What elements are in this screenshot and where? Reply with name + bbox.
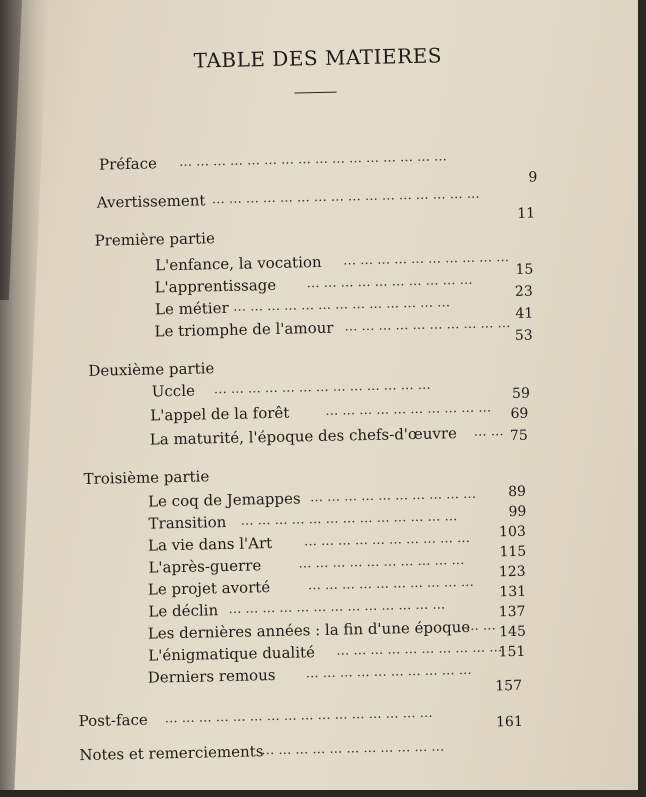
dot-leader: ………………………… — [344, 315, 515, 335]
entry-page: 59 — [511, 385, 531, 402]
dot-leader: ………………………………………… — [164, 705, 437, 727]
entry-page: 99 — [508, 503, 527, 521]
entry-page: 89 — [507, 483, 527, 501]
entry-page: 161 — [495, 713, 523, 731]
entry-page: 157 — [495, 677, 523, 695]
dot-leader: …… — [473, 424, 508, 440]
dot-leader: ………………………… — [298, 552, 469, 572]
entry-page: 15 — [515, 261, 534, 278]
entry-page: 131 — [499, 583, 527, 601]
entry-page: 9 — [528, 169, 538, 186]
entry-page: 145 — [499, 623, 527, 641]
entry-label: Préface — [98, 154, 158, 174]
dot-leader: …… — [465, 618, 500, 634]
entry-label: La vie dans l'Art — [147, 534, 273, 555]
entry-label: Le métier — [154, 298, 229, 319]
dot-leader: ………………………… — [309, 486, 481, 506]
dot-leader: ………………………………… — [213, 377, 435, 398]
toc-entry-postface — [78, 677, 528, 731]
dot-leader: ………………………… — [303, 530, 475, 550]
dot-leader: ………………………………… — [232, 295, 455, 315]
entry-label: Derniers remous — [147, 665, 276, 687]
toc-entry-preface — [98, 145, 539, 186]
entry-page: 11 — [517, 205, 536, 222]
dot-leader: ………………………………………… — [211, 186, 484, 208]
dot-leader: ………………………… — [305, 662, 476, 682]
section-title-partie3: Troisième partie — [83, 467, 210, 488]
entry-page: 123 — [498, 563, 526, 581]
section-title-partie2: Deuxième partie — [88, 359, 215, 380]
dot-leader: …………………………… — [261, 739, 449, 759]
entry-label: Le coq de Jemappes — [147, 489, 301, 511]
entry-label: Uccle — [151, 381, 196, 401]
entry-page: 75 — [509, 427, 528, 445]
entry-page: 69 — [510, 405, 529, 423]
toc-entry — [150, 398, 530, 426]
dot-leader: ………………………… — [342, 249, 514, 269]
entry-page: 115 — [499, 543, 527, 561]
dot-leader: ………………………… — [336, 640, 507, 659]
entry-page: 103 — [498, 523, 526, 541]
entry-label: Post-face — [78, 710, 148, 731]
entry-label: L'appel de la forêt — [150, 403, 290, 425]
entry-page: 137 — [498, 603, 526, 621]
dot-leader: ………………………………… — [228, 597, 450, 617]
entry-label: L'enfance, la vocation — [154, 252, 322, 275]
entry-label: Le déclin — [148, 601, 219, 621]
entry-label: L'après-guerre — [148, 556, 262, 577]
dot-leader: ………………………………………… — [178, 149, 452, 170]
page-title: TABLE DES MATIERES — [193, 43, 443, 73]
entry-label: Le triomphe de l'amour — [154, 318, 334, 341]
entry-label: Transition — [148, 512, 227, 533]
entry-page: 41 — [515, 305, 534, 322]
dot-leader: ………………………… — [307, 574, 479, 594]
entry-label: Le projet avorté — [147, 578, 271, 599]
title-underline — [295, 92, 337, 94]
entry-label: L'énigmatique dualité — [148, 643, 316, 665]
entry-page: 23 — [514, 283, 533, 300]
entry-label: L'apprentissage — [154, 275, 277, 297]
dot-leader: ………………………………… — [240, 509, 462, 529]
toc-entry-avertissement — [96, 183, 537, 222]
entry-label: La maturité, l'époque des chefs-d'œuvre — [149, 424, 458, 449]
entry-label: Les dernières années : la fin d'une époque — [147, 617, 471, 643]
toc-entry — [150, 422, 530, 450]
dot-leader: ………………………… — [325, 400, 496, 419]
entry-label: Avertissement — [96, 191, 206, 212]
entry-label: Notes et remerciements — [79, 742, 264, 765]
entry-page: 151 — [498, 643, 526, 661]
dot-leader: ………………………… — [306, 272, 477, 292]
section-title-partie1: Première partie — [94, 229, 216, 250]
entry-page: 53 — [514, 327, 533, 344]
